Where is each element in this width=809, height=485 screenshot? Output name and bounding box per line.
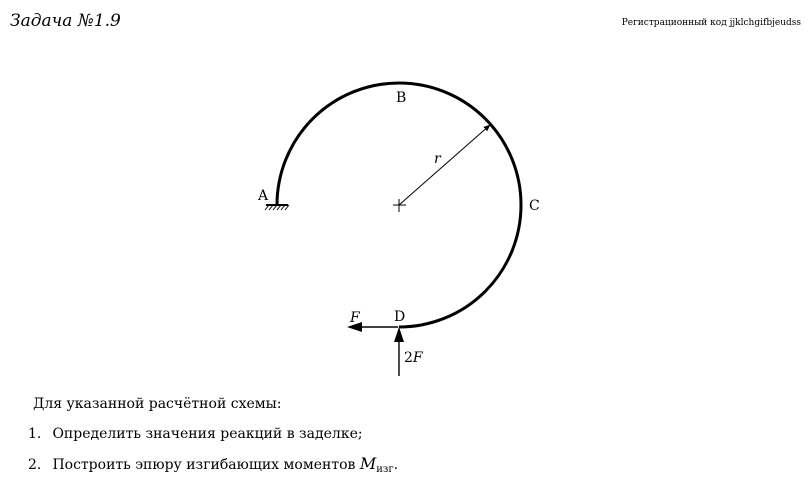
radius-label: r: [434, 151, 441, 167]
force-f-label: F: [350, 310, 360, 326]
task-text: Построить эпюру изгибающих моментов: [52, 457, 360, 473]
task-list: [28, 425, 398, 485]
force-2f-label: [404, 350, 424, 366]
force-2f-symbol: F: [412, 350, 423, 366]
force-2f-arrow: [394, 327, 404, 376]
point-a-label: A: [258, 188, 269, 204]
point-b-label: B: [396, 90, 407, 106]
fixed-support-icon: [265, 205, 289, 210]
moment-subscript: изг: [376, 464, 394, 475]
radius-arrow: [399, 125, 490, 205]
task-item-1: [28, 425, 398, 443]
problem-title: Задача №1.9: [10, 11, 121, 31]
task-tail: .: [393, 457, 399, 473]
registration-code: Регистрационный код jjklchgifbjeudss: [621, 18, 801, 28]
task-intro: Для указанной расчётной схемы:: [33, 396, 282, 412]
point-d-label: D: [394, 309, 406, 325]
moment-symbol: M: [359, 454, 377, 473]
task-number: 2.: [28, 457, 42, 473]
task-text: Определить значения реакций в заделке;: [52, 426, 363, 442]
force-2f-coef: 2: [404, 350, 413, 366]
point-c-label: C: [529, 198, 540, 214]
task-item-2: [28, 455, 398, 473]
task-number: 1.: [28, 426, 42, 442]
